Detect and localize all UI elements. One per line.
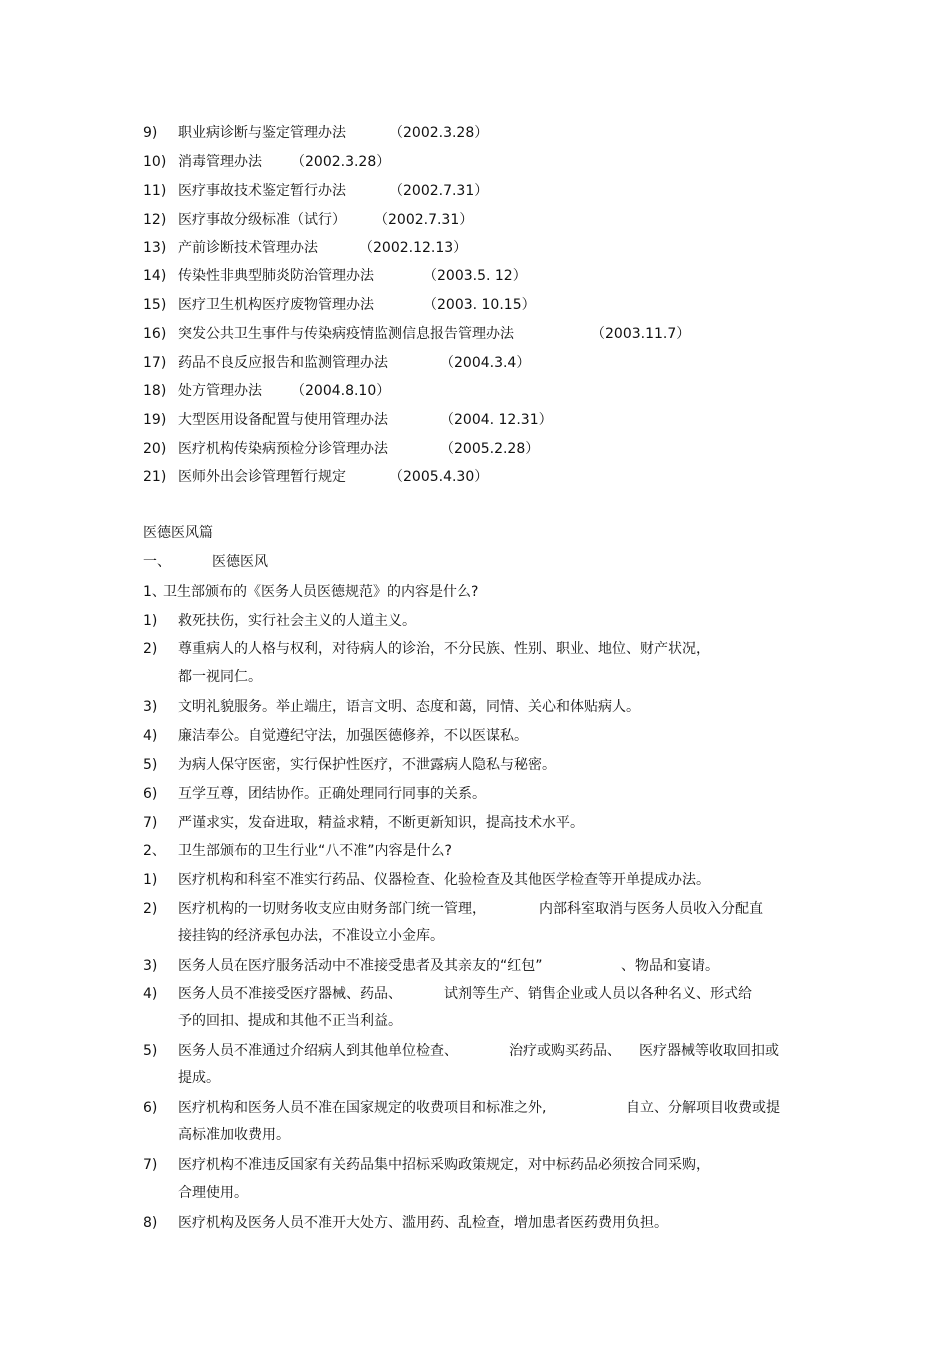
item-text: 医疗机构和医务人员不准在国家规定的收费项目和标准之外,: [178, 1100, 547, 1116]
item-title: 职业病诊断与鉴定管理办法: [178, 125, 346, 141]
item-number: 5): [143, 1043, 158, 1059]
item-continuation: 提成。: [178, 1070, 220, 1086]
item-text-segment: 内部科室取消与医务人员收入分配直: [539, 901, 763, 917]
item-number: 16): [143, 326, 167, 342]
item-text: 医疗机构和科室不准实行药品、仪器检查、化验检查及其他医学检查等开单提成办法。: [178, 872, 710, 888]
item-number: 7): [143, 1157, 158, 1173]
item-text: 文明礼貌服务。举止端庄，语言文明、态度和蔼，同情、关心和体贴病人。: [178, 699, 640, 715]
item-date: （2005.4.30）: [389, 469, 489, 485]
item-title: 消毒管理办法: [178, 154, 262, 170]
item-number: 3): [143, 699, 158, 715]
item-number: 4): [143, 728, 158, 744]
item-title: 医疗机构传染病预检分诊管理办法: [178, 441, 388, 457]
item-number: 14): [143, 268, 167, 284]
item-text-segment: 医疗器械等收取回扣或: [639, 1043, 779, 1059]
question-text: 卫生部颁布的《医务人员医德规范》的内容是什么?: [163, 584, 479, 600]
item-title: 医疗事故分级标准（试行）: [178, 212, 346, 228]
item-continuation: 合理使用。: [178, 1185, 248, 1201]
item-number: 13): [143, 240, 167, 256]
item-number: 8): [143, 1215, 158, 1231]
subsection-number: 一、: [143, 554, 171, 570]
item-text: 医疗机构不准违反国家有关药品集中招标采购政策规定，对中标药品必须按合同采购，: [178, 1157, 710, 1173]
item-number: 18): [143, 383, 167, 399]
item-number: 6): [143, 1100, 158, 1116]
item-date: （2003.11.7）: [591, 326, 691, 342]
item-number: 1): [143, 872, 158, 888]
item-text: 医疗机构的一切财务收支应由财务部门统一管理，: [178, 901, 486, 917]
item-title: 传染性非典型肺炎防治管理办法: [178, 268, 374, 284]
item-title: 大型医用设备配置与使用管理办法: [178, 412, 388, 428]
section-title: 医德医风篇: [143, 525, 213, 541]
item-title: 药品不良反应报告和监测管理办法: [178, 355, 388, 371]
item-number: 10): [143, 154, 167, 170]
item-number: 9): [143, 125, 158, 141]
item-number: 19): [143, 412, 167, 428]
item-text: 尊重病人的人格与权利，对待病人的诊治，不分民族、性别、职业、地位、财产状况，: [178, 641, 710, 657]
question-number: 1、: [143, 584, 166, 600]
item-text-segment: 治疗或购买药品、: [509, 1043, 621, 1059]
item-title: 产前诊断技术管理办法: [178, 240, 318, 256]
item-date: （2002.12.13）: [359, 240, 468, 256]
item-title: 突发公共卫生事件与传染病疫情监测信息报告管理办法: [178, 326, 514, 342]
item-number: 12): [143, 212, 167, 228]
item-date: （2003. 10.15）: [423, 297, 536, 313]
item-text: 医务人员在医疗服务活动中不准接受患者及其亲友的“红包”: [178, 958, 543, 974]
question-text: 卫生部颁布的卫生行业“八不准”内容是什么?: [178, 843, 452, 859]
item-text: 医务人员不准接受医疗器械、药品、: [178, 986, 402, 1002]
item-text-segment: 试剂等生产、销售企业或人员以各种名义、形式给: [444, 986, 752, 1002]
item-number: 4): [143, 986, 158, 1002]
item-number: 2): [143, 641, 158, 657]
item-continuation: 予的回扣、提成和其他不正当利益。: [178, 1013, 402, 1029]
item-number: 6): [143, 786, 158, 802]
item-date: （2004.8.10）: [291, 383, 391, 399]
item-title: 医疗事故技术鉴定暂行办法: [178, 183, 346, 199]
item-date: （2005.2.28）: [440, 441, 540, 457]
item-number: 15): [143, 297, 167, 313]
item-number: 7): [143, 815, 158, 831]
item-title: 医疗卫生机构医疗废物管理办法: [178, 297, 374, 313]
item-number: 17): [143, 355, 167, 371]
item-title: 处方管理办法: [178, 383, 262, 399]
item-number: 11): [143, 183, 167, 199]
item-date: （2003.5. 12）: [423, 268, 527, 284]
item-continuation: 都一视同仁。: [178, 669, 262, 685]
item-text: 医务人员不准通过介绍病人到其他单位检查、: [178, 1043, 458, 1059]
item-number: 21): [143, 469, 167, 485]
item-text: 救死扶伤，实行社会主义的人道主义。: [178, 613, 416, 629]
item-text: 为病人保守医密，实行保护性医疗，不泄露病人隐私与秘密。: [178, 757, 556, 773]
item-title: 医师外出会诊管理暂行规定: [178, 469, 346, 485]
item-number: 1): [143, 613, 158, 629]
item-date: （2004. 12.31）: [440, 412, 553, 428]
question-number: 2、: [143, 843, 166, 859]
item-number: 3): [143, 958, 158, 974]
item-text-segment: 自立、分解项目收费或提: [626, 1100, 780, 1116]
subsection-title: 医德医风: [212, 554, 268, 570]
item-continuation: 接挂钩的经济承包办法，不准设立小金库。: [178, 928, 444, 944]
item-text: 互学互尊，团结协作。正确处理同行同事的关系。: [178, 786, 486, 802]
item-number: 2): [143, 901, 158, 917]
item-date: （2002.3.28）: [291, 154, 391, 170]
item-date: （2002.7.31）: [389, 183, 489, 199]
item-text: 廉洁奉公。自觉遵纪守法，加强医德修养，不以医谋私。: [178, 728, 528, 744]
item-continuation: 高标准加收费用。: [178, 1127, 290, 1143]
item-date: （2004.3.4）: [440, 355, 531, 371]
item-number: 20): [143, 441, 167, 457]
item-number: 5): [143, 757, 158, 773]
item-text-segment: 、物品和宴请。: [621, 958, 719, 974]
item-date: （2002.7.31）: [374, 212, 474, 228]
item-text: 严谨求实，发奋进取，精益求精，不断更新知识，提高技术水平。: [178, 815, 584, 831]
item-text: 医疗机构及医务人员不准开大处方、滥用药、乱检查，增加患者医药费用负担。: [178, 1215, 668, 1231]
item-date: （2002.3.28）: [389, 125, 489, 141]
